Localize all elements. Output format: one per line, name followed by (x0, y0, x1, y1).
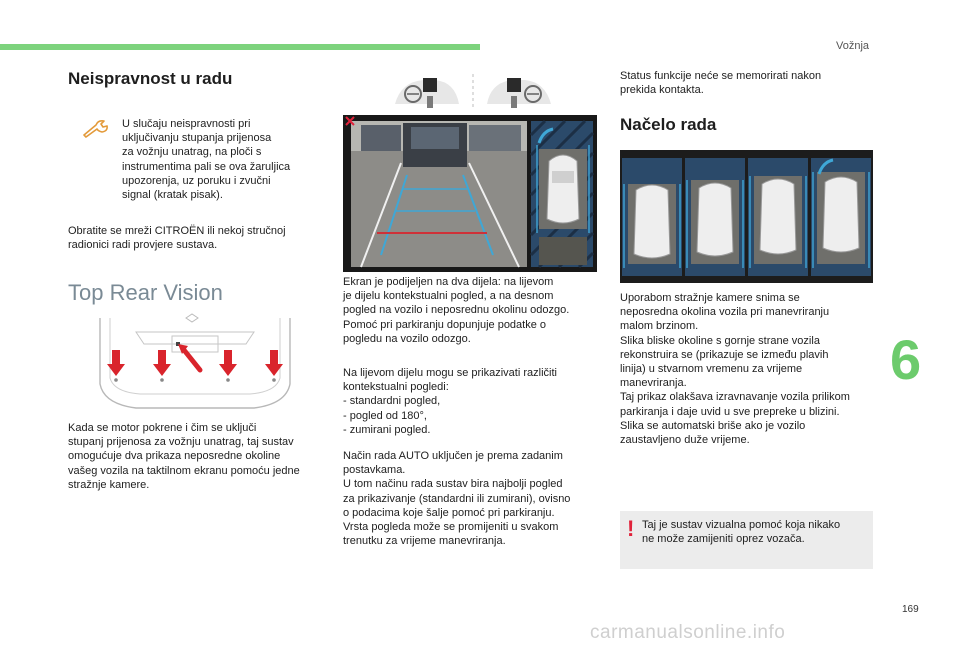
watermark: carmanualsonline.info (590, 622, 786, 643)
status-text: Status funkcije neće se memorirati nakon prekida kontakta. (620, 70, 822, 97)
chapter-number: 6 (890, 328, 922, 391)
top-rear-vision-text: Kada se motor pokrene i čim se uključi stupanj prijenosa za vožnju unatrag, taj sustav omogućuje dva prikaza neposredne okoline vašeg vozila na taktilnom ekranu pomoću jedne stražnje kamere. (68, 422, 300, 491)
camera-view-modes-icon (393, 72, 553, 112)
views-list-text: Na lijevom dijelu mogu se prikazivati različiti kontekstualni pogledi: - standardni pogled, - pogled od 180°, - zumirani pogled. (343, 367, 557, 436)
auto-mode-text: Način rada AUTO uključen je prema zadanim postavkama. U tom načinu rada sustav bira najbolji pogled za prikazivanje (standardni ili zumirani), ovisno o podacima koje šalje pomoć pri parkiranju. Vrsta pogleda može se promijeniti u svakom trenutku za vrijeme manevriranja. (343, 450, 571, 548)
malfunction-heading: Neispravnost u radu (68, 69, 233, 88)
page-number: 169 (902, 604, 919, 615)
dealer-text: Obratite se mreži CITROËN ili nekoj stručnoj radionici radi provjere sustava. (68, 225, 286, 252)
screen-split-text: Ekran je podijeljen na dva dijela: na lijevom je dijelu kontekstualni pogled, a na desnom pogled na vozilo i neposrednu okolinu odozgo. Pomoć pri parkiranju dopunjuje podatke o pogledu na vozilo odozgo. (343, 276, 570, 345)
section-label: Vožnja (836, 40, 870, 52)
top-view-sequence-image (620, 150, 873, 283)
principle-text: Uporabom stražnje kamere snima se neposredna okolina vozila pri manevriranju malom brzinom. Slika bliske okoline s gornje strane vozila rekonstruira se (prikazuje se između plavih linija) u stvarnom vremenu za vrijeme manevriranja. Taj prikaz olakšava izravnavanje vozila prilikom parkiranja i daje uvid u sve prepreke u blizini. Slika se automatski briše ako je vozilo zaustavljeno duže vrijeme. (620, 292, 850, 447)
header-accent-bar (0, 44, 480, 50)
safety-notice-text: Taj je sustav vizualna pomoć koja nikako ne može zamijeniti oprez vozača. (642, 519, 841, 546)
principle-heading: Načelo rada (620, 115, 717, 134)
safety-notice-box (620, 511, 873, 569)
wrench-warning-icon (82, 118, 112, 138)
rear-bumper-camera-illustration (96, 312, 294, 414)
warning-exclamation-icon: ! (627, 516, 635, 541)
rear-camera-screen-image (343, 115, 597, 272)
malfunction-text: U slučaju neispravnosti pri uključivanju stupanja prijenosa za vožnju unatrag, na ploči s instrumentima pali se ova žaruljica upozorenja, uz poruku i zvučni signal (kratak pisak). (122, 118, 291, 202)
top-rear-vision-heading: Top Rear Vision (68, 280, 223, 305)
